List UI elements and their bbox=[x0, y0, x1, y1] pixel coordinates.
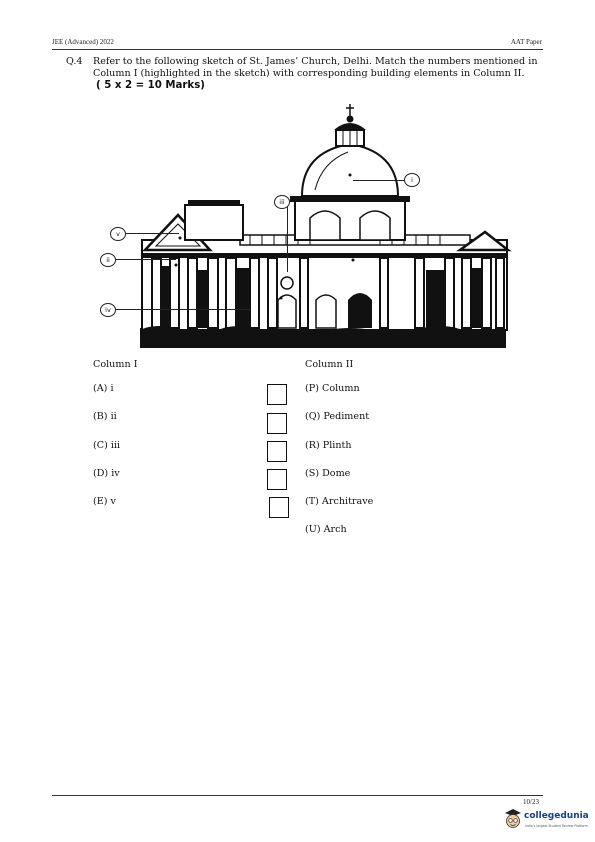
header-rule bbox=[52, 49, 543, 50]
callout-iv: iv bbox=[100, 303, 116, 317]
column-1-heading: Column I bbox=[93, 359, 138, 370]
callout-i: i bbox=[404, 173, 420, 187]
church-sketch bbox=[90, 100, 520, 352]
column-2-item-s: (S) Dome bbox=[305, 468, 351, 479]
column-2-item-q: (Q) Pediment bbox=[305, 411, 370, 422]
answer-box-c[interactable] bbox=[267, 441, 287, 462]
column-2-item-u: (U) Arch bbox=[305, 524, 347, 535]
callout-ii: ii bbox=[100, 253, 116, 267]
footer-rule bbox=[52, 795, 543, 796]
logo-tagline: India's largest Student Review Platform bbox=[525, 824, 588, 828]
question-number: Q.4 bbox=[66, 56, 83, 67]
column-2-item-p: (P) Column bbox=[305, 383, 360, 394]
callout-iv-leader bbox=[114, 309, 250, 310]
column-1-item-a: (A) i bbox=[93, 383, 114, 394]
callout-iii: iii bbox=[274, 195, 290, 209]
callout-i-leader bbox=[353, 180, 404, 181]
column-2-item-r: (R) Plinth bbox=[305, 440, 352, 451]
callout-v: v bbox=[110, 227, 126, 241]
header-left: JEE (Advanced) 2022 bbox=[52, 38, 114, 46]
answer-box-b[interactable] bbox=[267, 413, 287, 434]
question-line-1: Refer to the following sketch of St. James’ Church, Delhi. Match the numbers mentioned in bbox=[93, 56, 538, 67]
column-2-heading: Column II bbox=[305, 359, 354, 370]
column-1-item-b: (B) ii bbox=[93, 411, 117, 422]
question-line-2: Column I (highlighted in the sketch) with corresponding building elements in Column II. bbox=[93, 68, 525, 79]
answer-box-a[interactable] bbox=[267, 384, 287, 405]
callout-v-leader bbox=[124, 233, 179, 234]
answer-box-e[interactable] bbox=[269, 497, 289, 518]
column-1-item-d: (D) iv bbox=[93, 468, 120, 479]
column-1-item-e: (E) v bbox=[93, 496, 116, 507]
page-number: 10/23 bbox=[523, 798, 539, 806]
logo-text: collegedunia bbox=[524, 811, 589, 821]
column-1-item-c: (C) iii bbox=[93, 440, 121, 451]
callout-iii-leader bbox=[287, 207, 288, 272]
collegedunia-logo bbox=[503, 808, 593, 834]
answer-box-d[interactable] bbox=[267, 469, 287, 490]
header-right: AAT Paper bbox=[510, 38, 542, 46]
mascot-icon bbox=[503, 808, 523, 830]
column-2-item-t: (T) Architrave bbox=[305, 496, 374, 507]
callout-ii-leader bbox=[114, 259, 176, 260]
question-marks: ( 5 x 2 = 10 Marks) bbox=[96, 80, 205, 91]
